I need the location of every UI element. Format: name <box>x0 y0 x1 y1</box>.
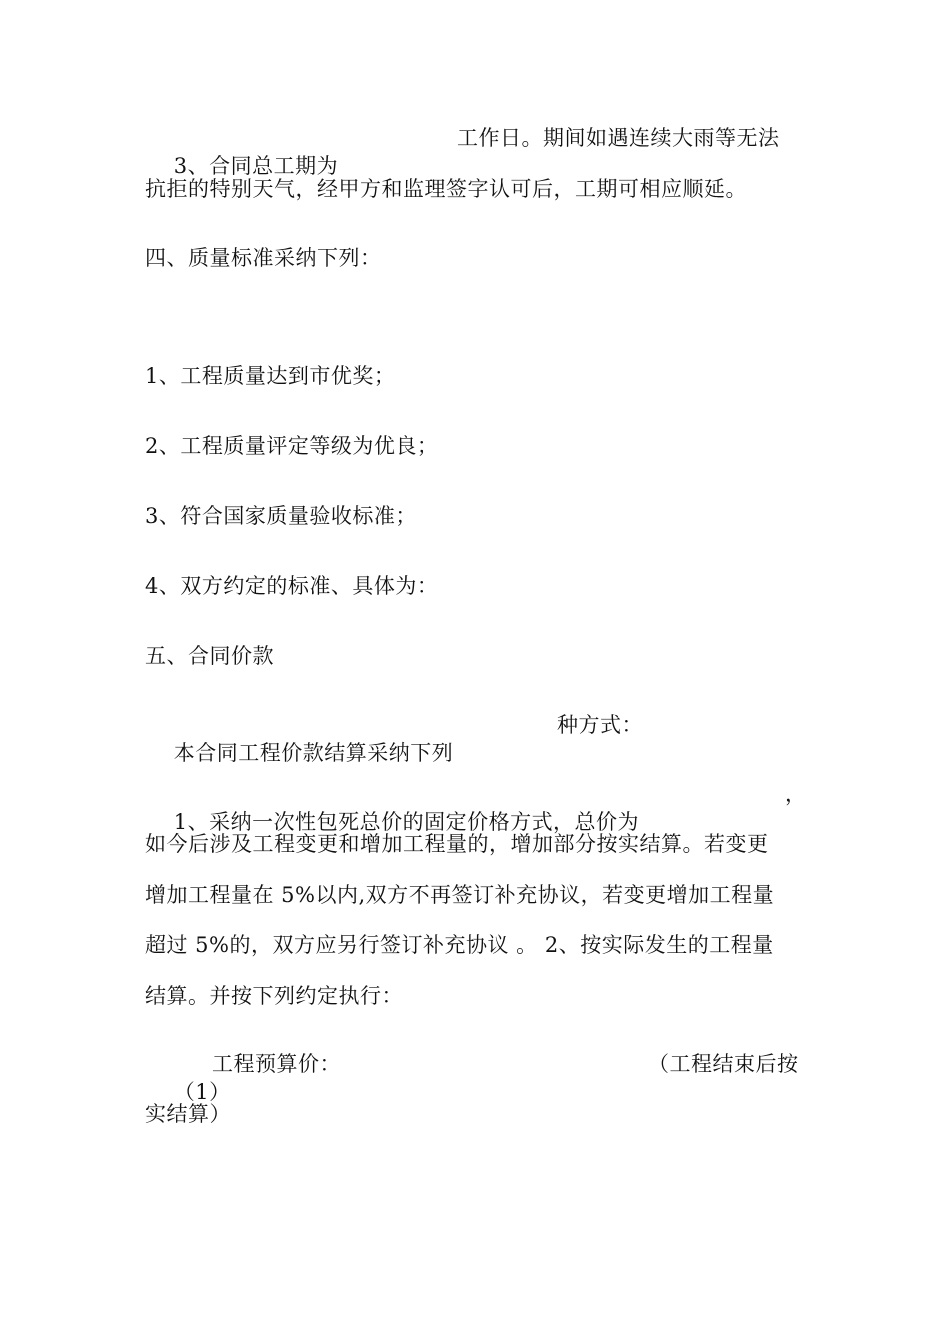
budget-price-line2: 实结算） <box>145 1102 231 1126</box>
price-method-1-line3: 增加工程量在 5%以内,双方不再签订补充协议，若变更增加工程量 <box>145 883 775 907</box>
quality-heading: 四、质量标准采纳下列： <box>145 246 382 270</box>
price-method-1-line2: 如今后涉及工程变更和增加工程量的，增加部分按实结算。若变更 <box>145 832 769 856</box>
quality-item-1: 1、工程质量达到市优奖； <box>145 364 396 388</box>
quality-item-3: 3、符合国家质量验收标准； <box>145 504 417 528</box>
budget-price-note: （工程结束后按 <box>648 1052 799 1076</box>
price-intro-start: 本合同工程价款结算采纳下列 <box>173 741 454 765</box>
price-method-1-line4: 超过 5%的，双方应另行签订补充协议 。 2、按实际发生的工程量 <box>145 933 774 957</box>
duration-clause-start: 3、合同总工期为 <box>173 154 339 178</box>
budget-price-text: 工程预算价： <box>212 1052 341 1076</box>
quality-item-4: 4、双方约定的标准、具体为： <box>145 574 439 598</box>
price-intro-end: 种方式： <box>557 713 643 737</box>
price-method-1-text: 1、采纳一次性包死总价的固定价格方式，总价为 <box>173 810 640 834</box>
quality-item-2: 2、工程质量评定等级为优良； <box>145 434 439 458</box>
price-method-1-line5: 结算。并按下列约定执行： <box>145 984 403 1008</box>
price-method-1-comma: ， <box>785 782 807 806</box>
duration-clause-end: 工作日。期间如遇连续大雨等无法 <box>457 126 780 150</box>
price-heading: 五、合同价款 <box>145 644 274 668</box>
duration-clause-line2: 抗拒的特别天气，经甲方和监理签字认可后，工期可相应顺延。 <box>145 177 747 201</box>
budget-price-label: （1） <box>173 1080 231 1104</box>
